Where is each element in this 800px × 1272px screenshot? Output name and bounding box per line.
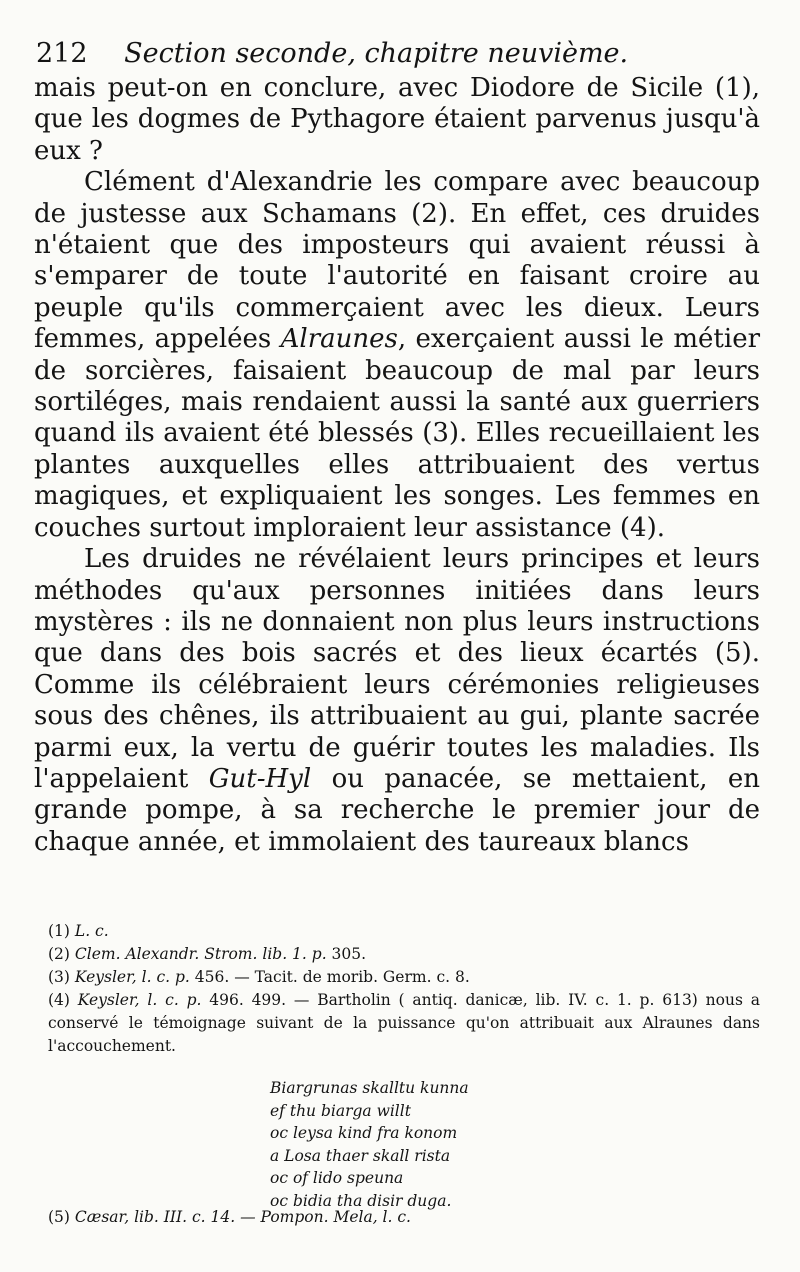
footnotes (48, 920, 760, 1058)
page-number: 212 (36, 38, 88, 69)
verse-line: Biargrunas skalltu kunna (270, 1079, 469, 1097)
footnote (48, 943, 760, 966)
footnote (48, 1206, 760, 1229)
paragraph (34, 167, 760, 544)
verse-line: oc leysa kind fra konom (270, 1124, 458, 1142)
running-head (36, 34, 756, 74)
footnote-number: (1) (48, 922, 70, 940)
footnote-reference: Cæsar, lib. III. c. 14. — Pompon. Mela, l. c. (74, 1208, 411, 1226)
paragraph (34, 544, 760, 858)
italic-term: Alraunes (280, 324, 398, 355)
text-run: Clément d'Alexandrie les compare avec beaucoup de justesse aux Schamans (2). En effet, ces druides n'étaient que des imposteurs qui avaient réussi à s'emparer de toute l'autorité en faisant croire au peuple qu'ils commerçaient avec les dieux. Leurs femmes, appelées (34, 167, 760, 355)
verse-line: ef thu biarga willt (270, 1101, 411, 1120)
footnote-number: (4) (48, 991, 70, 1009)
text-run: Les druides ne révélaient leurs principes et leurs méthodes qu'aux personnes initiées dans leurs mystères : ils ne donnaient non plus leurs instructions que dans des bois sacrés et des lieux écartés (5). Comme ils célébraient leurs cérémonies religieuses sous des chênes, ils attribuaient au gui, plante sacrée parmi eux, la vertu de guérir toutes les maladies. Ils l'appelaient (34, 544, 760, 794)
footnote (48, 966, 760, 989)
main-text (34, 73, 760, 858)
footnote-reference: Keysler, l. c. p. (74, 968, 190, 986)
quoted-verse (270, 1077, 630, 1212)
paragraph: mais peut-on en conclure, avec Diodore de Sicile (1), que les dogmes de Pythagore étaient parvenus jusqu'à eux ? (34, 73, 760, 166)
verse-line: oc of lido speuna (270, 1169, 404, 1187)
footnote-number: (2) (48, 945, 70, 963)
verse-line: oc bidia tha disir duga. (270, 1191, 452, 1210)
text-run: ou panacée, se mettaient, en grande pompe, à sa recherche le premier jour de chaque année, et immolaient des taureaux blancs (34, 763, 760, 857)
footnote (48, 989, 760, 1058)
footnote-number: (3) (48, 968, 70, 986)
footnote-text: 305. (326, 945, 367, 963)
footnote-number: (5) (48, 1208, 70, 1226)
running-title: Section seconde, chapitre neuvième. (124, 38, 629, 69)
footnote-reference: Clem. Alexandr. Strom. lib. 1. p. (74, 945, 327, 963)
footnote-text: 456. — Tacit. de morib. Germ. c. 8. (189, 968, 470, 986)
footnote-text: 496. 499. — Bartholin ( antiq. danicæ, lib. IV. c. 1. p. 613) nous a conservé le témoignage suivant de la puissance qu'on attribuait aux Alraunes dans l'accouchement. (48, 991, 760, 1055)
italic-term: Gut-Hyl (208, 763, 312, 794)
footnote-reference: L. c. (74, 922, 109, 940)
verse-line: a Losa thaer skall rista (270, 1146, 451, 1165)
text-run: , exerçaient aussi le métier de sorcières, faisaient beaucoup de mal par leurs sortiléges, mais rendaient aussi la santé aux guerriers quand ils avaient été blessés (3). Elles recueillaient les plantes auxquelles elles attribuaient des vertus magiques, et expliquaient les songes. Les femmes en couches surtout imploraient leur assistance (4). (34, 324, 761, 543)
footnote (48, 920, 760, 943)
footnote-reference: Keysler, l. c. p. (77, 991, 202, 1009)
